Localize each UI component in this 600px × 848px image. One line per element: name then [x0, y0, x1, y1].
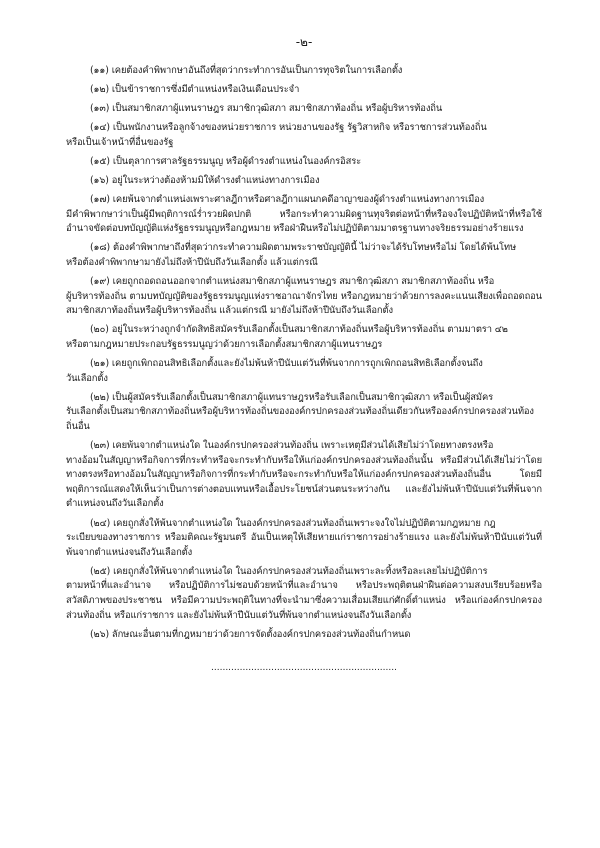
item-text: (๒๖) ลักษณะอื่นตามที่กฎหมายว่าด้วยการจัดตั้งองค์กรปกครองส่วนท้องถิ่นกำหนด	[90, 628, 411, 640]
item-continuation: มีคำพิพากษาว่าเป็นผู้มีพฤติการณ์ร่ำรวยผิดปกติ หรือกระทำความผิดฐานทุจริตต่อหน้าที่หรือจงใจปฏิบัติหน้าที่หรือใช้อำนาจขัดต่อบทบัญญัติแห่งรัฐธรรมนูญหรือกฎหมาย หรือฝ่าฝืนหรือไม่ปฏิบัติตามมาตรฐานทางจริยธรรมอย่างร้ายแรง	[66, 208, 542, 235]
item-text: (๒๔) เคยถูกสั่งให้พ้นจากตำแหน่งใด ในองค์กรปกครองส่วนท้องถิ่นเพราะจงใจไม่ปฏิบัติตามกฎหมาย กฎ	[90, 517, 496, 529]
item-text: (๑๕) เป็นตุลาการศาลรัฐธรรมนูญ หรือผู้ดำรงตำแหน่งในองค์กรอิสระ	[90, 155, 362, 167]
list-item	[66, 517, 542, 561]
item-text: (๒๓) เคยพ้นจากตำแหน่งใด ในองค์กรปกครองส่วนท้องถิ่น เพราะเหตุมีส่วนได้เสียไม่ว่าโดยทางตรงหรือ	[90, 440, 494, 452]
item-continuation: หรือต้องคำพิพากษามายังไม่ถึงห้าปีนับถึงวันเลือกตั้ง แล้วแต่กรณี	[66, 257, 318, 269]
page-number: -๒-	[295, 35, 313, 49]
list-item	[66, 241, 542, 270]
list-item	[66, 628, 542, 643]
list-item	[66, 83, 542, 98]
item-text: (๒๑) เคยถูกเพิกถอนสิทธิเลือกตั้งและยังไม่พ้นห้าปีนับแต่วันที่พ้นจากการถูกเพิกถอนสิทธิเลือกตั้งจนถึง	[90, 358, 483, 370]
item-continuation: ผู้บริหารท้องถิ่น ตามบทบัญญัติของรัฐธรรมนูญแห่งราชอาณาจักรไทย หรือกฎหมายว่าด้วยการลงคะแนนเสียงเพื่อถอดถอนสมาชิกสภาท้องถิ่นหรือผู้บริหารท้องถิ่น แล้วแต่กรณี มายังไม่ถึงห้าปีนับถึงวันเลือกตั้ง	[66, 290, 542, 317]
item-text: (๒๕) เคยถูกสั่งให้พ้นจากตำแหน่งใด ในองค์กรปกครองส่วนท้องถิ่นเพราะละทิ้งหรือละเลยไม่ปฏิบัติการ	[90, 565, 488, 577]
item-text: (๒๐) อยู่ในระหว่างถูกจำกัดสิทธิสมัครรับเลือกตั้งเป็นสมาชิกสภาท้องถิ่นหรือผู้บริหารท้องถิ่น ตามมาตรา ๔๒	[90, 324, 508, 336]
list-item	[66, 323, 542, 352]
list-item	[66, 174, 542, 189]
list-item	[66, 155, 542, 170]
list-item	[66, 102, 542, 117]
item-continuation: รับเลือกตั้งเป็นสมาชิกสภาท้องถิ่นหรือผู้บริหารท้องถิ่นขององค์กรปกครองส่วนท้องถิ่นเดียวกันหรือองค์กรปกครองส่วนท้องถิ่นอื่น	[66, 406, 534, 432]
item-text: (๑๘) ต้องคำพิพากษาถึงที่สุดว่ากระทำความผิดตามพระราชบัญญัตินี้ ไม่ว่าจะได้รับโทษหรือไม่ โดยได้พ้นโทษ	[90, 242, 517, 254]
qualification-list	[66, 64, 542, 642]
item-text: (๑๗) เคยพ้นจากตำแหน่งเพราะศาลฎีกาหรือศาลฎีกาแผนกคดีอาญาของผู้ดำรงตำแหน่งทางการเมือง	[90, 194, 485, 206]
item-continuation: หรือเป็นเจ้าหน้าที่อื่นของรัฐ	[66, 136, 174, 148]
item-text: (๒๒) เป็นผู้สมัครรับเลือกตั้งเป็นสมาชิกสภาผู้แทนราษฎรหรือรับเลือกเป็นสมาชิกวุฒิสภา หรือเป็นผู้สมัคร	[90, 391, 494, 403]
list-item	[66, 121, 542, 150]
list-item	[66, 439, 542, 512]
item-text: (๑๒) เป็นข้าราชการซึ่งมีตำแหน่งหรือเงินเดือนประจำ	[90, 84, 300, 96]
list-item	[66, 64, 542, 79]
item-text: (๑๓) เป็นสมาชิกสภาผู้แทนราษฎร สมาชิกวุฒิสภา สมาชิกสภาท้องถิ่น หรือผู้บริหารท้องถิ่น	[90, 103, 443, 115]
list-item	[66, 275, 542, 319]
item-text: (๑๔) เป็นพนักงานหรือลูกจ้างของหน่วยราชการ หน่วยงานของรัฐ รัฐวิสาหกิจ หรือราชการส่วนท้องถิ่น	[90, 122, 487, 134]
item-continuation: ตามหน้าที่และอำนาจ หรือปฏิบัติการไม่ชอบด้วยหน้าที่และอำนาจ หรือประพฤติตนฝ่าฝืนต่อความสงบเรียบร้อยหรือสวัสดิภาพของประชาชน หรือมีความประพฤติในทางที่จะนำมาซึ่งความเสื่อมเสียแก่ศักดิ์ตำแหน่ง หรือแก่องค์กรปกครองส่วนท้องถิ่น หรือแก่ราชการ และยังไม่พ้นห้าปีนับแต่วันที่พ้นจากตำแหน่งจนถึงวันเลือกตั้ง	[66, 580, 542, 621]
item-continuation: ทางอ้อมในสัญญาหรือกิจการที่กระทำหรือจะกระทำกับหรือให้แก่องค์กรปกครองส่วนท้องถิ่นนั้น หรือมีส่วนได้เสียไม่ว่าโดยทางตรงหรือทางอ้อมในสัญญาหรือกิจการที่กระทำกับหรือจะกระทำกับหรือให้แก่องค์กรปกครองส่วนท้องถิ่นอื่น โดยมีพฤติการณ์แสดงให้เห็นว่าเป็นการต่างตอบแทนหรือเอื้อประโยชน์ส่วนตนระหว่างกัน และยังไม่พ้นห้าปีนับแต่วันที่พ้นจากตำแหน่งจนถึงวันเลือกตั้ง	[66, 454, 542, 510]
list-item	[66, 391, 542, 435]
list-item	[66, 565, 542, 623]
item-text: (๑๑) เคยต้องคำพิพากษาอันถึงที่สุดว่ากระทำการอันเป็นการทุจริตในการเลือกตั้ง	[90, 65, 403, 76]
item-continuation: วันเลือกตั้ง	[66, 372, 108, 384]
list-item	[66, 357, 542, 386]
item-text: (๑๙) เคยถูกถอดถอนออกจากตำแหน่งสมาชิกสภาผู้แทนราษฎร สมาชิกวุฒิสภา สมาชิกสภาท้องถิ่น หรือ	[90, 276, 495, 288]
item-continuation: ระเบียบของทางราชการ หรือมติคณะรัฐมนตรี อันเป็นเหตุให้เสียหายแก่ราชการอย่างร้ายแรง และยังไม่พ้นห้าปีนับแต่วันที่พ้นจากตำแหน่งจนถึงวันเลือกตั้ง	[66, 532, 542, 558]
end-marker: .................................................................	[211, 663, 397, 674]
item-continuation: หรือตามกฎหมายประกอบรัฐธรรมนูญว่าด้วยการเลือกตั้งสมาชิกสภาผู้แทนราษฎร	[66, 339, 383, 350]
list-item	[66, 193, 542, 237]
item-text: (๑๖) อยู่ในระหว่างต้องห้ามมิให้ดำรงตำแหน่งทางการเมือง	[90, 175, 320, 187]
